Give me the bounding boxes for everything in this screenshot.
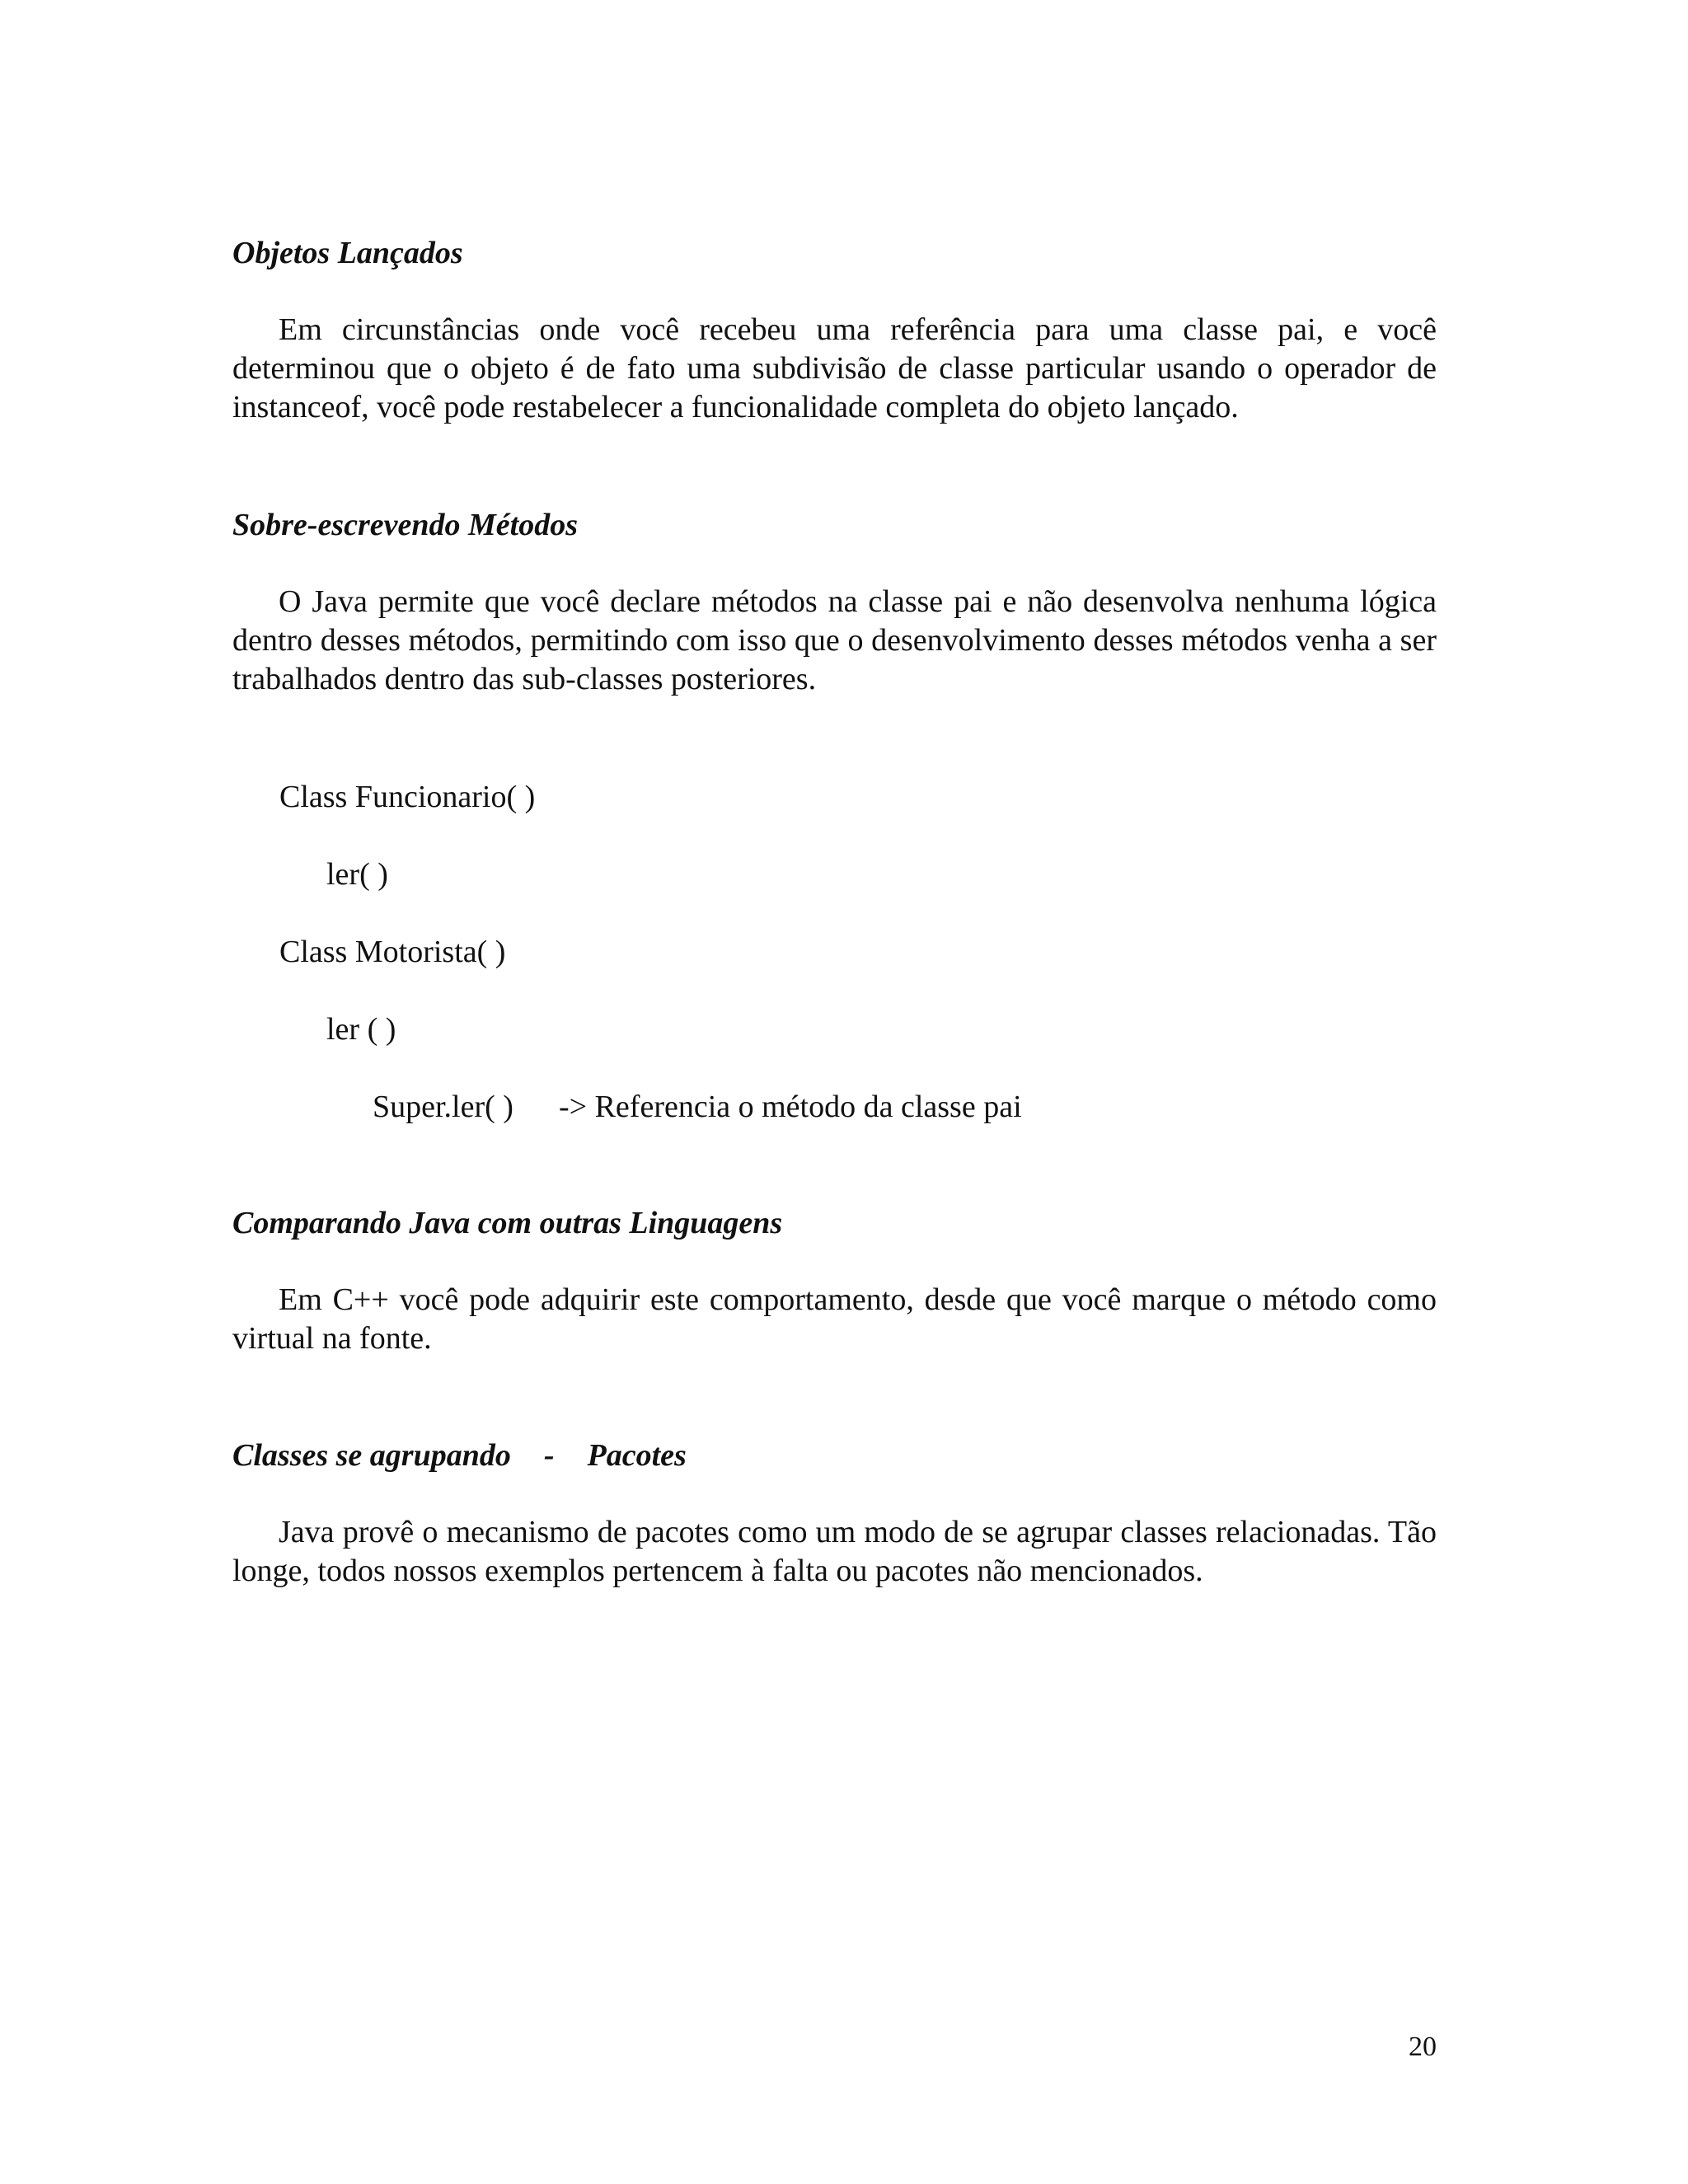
section-heading-classes-pacotes <box>232 1436 687 1475</box>
code-line-class-motorista: Class Motorista( ) <box>279 935 506 969</box>
section-paragraph-comparando: Em C++ você pode adquirir este comportamento, desde que você marque o método como virtual na fonte. <box>232 1282 1437 1356</box>
code-line-super-ler: Super.ler( ) <box>373 1090 513 1124</box>
code-line-ler: ler( ) <box>326 857 388 892</box>
section-heading-objetos-lancados: Objetos Lançados <box>232 236 463 270</box>
section-heading-comparando: Comparando Java com outras Linguagens <box>232 1206 783 1240</box>
code-annotation: -> Referencia o método da classe pai <box>559 1090 1022 1124</box>
section-heading-sobre-escrevendo: Sobre-escrevendo Métodos <box>232 508 578 542</box>
heading-dash: - <box>543 1438 555 1473</box>
code-line-class-funcionario: Class Funcionario( ) <box>279 780 536 814</box>
section-paragraph-classes-pacotes: Java provê o mecanismo de pacotes como um modo de se agrupar classes relacionadas. Tão longe, todos nossos exemplos pertencem à falta ou pacotes não mencionados. <box>232 1515 1437 1588</box>
heading-part-pacotes: Pacotes <box>587 1438 687 1473</box>
code-line-ler-override: ler ( ) <box>326 1012 396 1047</box>
heading-part-classes: Classes se agrupando <box>232 1438 511 1473</box>
section-paragraph-sobre-escrevendo: O Java permite que você declare métodos na classe pai e não desenvolva nenhuma lógica dentro desses métodos, permitindo com isso que o desenvolvimento desses métodos venha a ser trabalhados dentro das sub-classes posteriores. <box>232 584 1437 696</box>
section-paragraph-objetos-lancados: Em circunstâncias onde você recebeu uma referência para uma classe pai, e você determinou que o objeto é de fato uma subdivisão de classe particular usando o operador de instanceof, você pode restabelecer a funcionalidade completa do objeto lançado. <box>232 312 1437 424</box>
page-number: 20 <box>1409 2032 1437 2062</box>
